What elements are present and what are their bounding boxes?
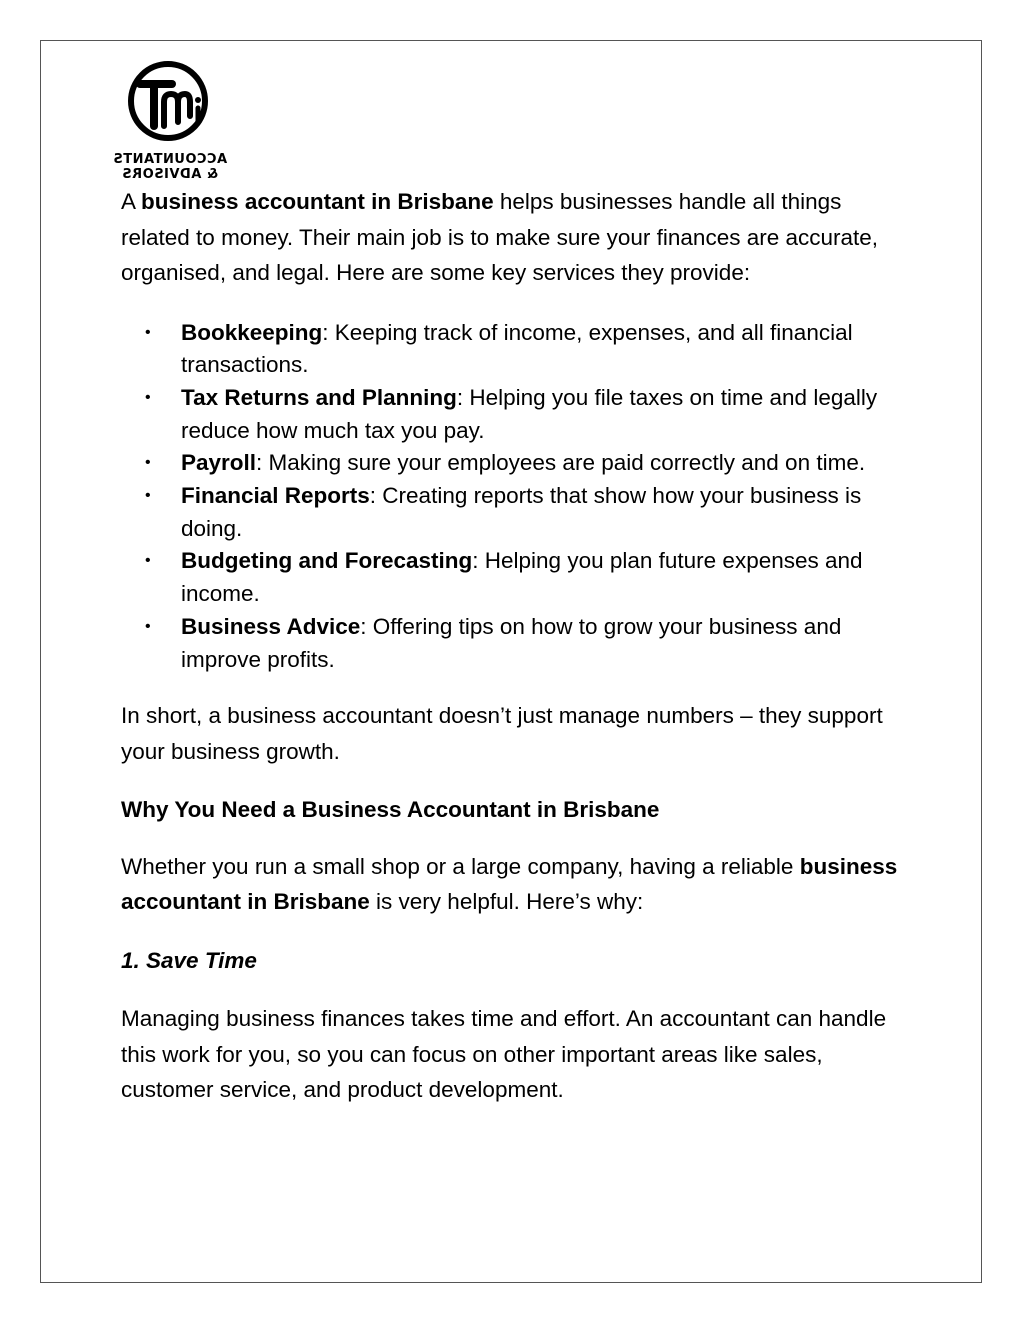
list-item <box>145 317 911 382</box>
why-bold-term: business accountant in Brisbane <box>121 853 898 915</box>
why-prefix: Whether you run a small shop or a large company, having a reliable <box>121 853 800 879</box>
intro-bold-term: business accountant in Brisbane <box>141 189 494 214</box>
service-term: Tax Returns and Planning <box>181 384 457 410</box>
document-body <box>121 184 911 1108</box>
service-desc: : Helping you plan future expenses and income. <box>181 548 863 607</box>
logo-emblem-icon <box>110 56 230 151</box>
logo-text <box>110 152 230 182</box>
logo-line-2: & ADVISORS <box>121 167 219 182</box>
service-term: Business Advice <box>181 613 361 639</box>
bullet-icon: • <box>145 388 151 406</box>
service-desc: : Making sure your employees are paid correctly and on time. <box>256 450 866 476</box>
service-desc: : Creating reports that show how your business is doing. <box>181 483 862 541</box>
service-desc: : Keeping track of income, expenses, and all financial transactions. <box>181 319 853 378</box>
bullet-icon: • <box>145 617 151 635</box>
list-item <box>145 382 911 447</box>
service-desc: : Helping you file taxes on time and legally reduce how much tax you pay. <box>181 384 878 443</box>
list-item <box>145 545 911 610</box>
bullet-icon: • <box>145 454 151 472</box>
save-time-paragraph: Managing business finances takes time and effort. An accountant can handle this work for you, so you can focus on other important areas like sales, customer service, and product development. <box>121 1006 887 1103</box>
list-item <box>145 480 911 545</box>
why-suffix: is very helpful. Here’s why: <box>369 889 644 915</box>
intro-prefix: A <box>121 189 142 214</box>
list-item <box>145 611 911 676</box>
sub-heading: 1. Save Time <box>121 947 257 973</box>
service-term: Payroll <box>181 450 257 476</box>
bullet-icon: • <box>145 487 151 505</box>
service-term: Financial Reports <box>181 483 370 509</box>
why-paragraph <box>121 849 911 920</box>
bullet-icon: • <box>145 323 151 341</box>
summary-paragraph: In short, a business accountant doesn’t just manage numbers – they support your business growth. <box>121 703 883 764</box>
list-item <box>145 447 911 480</box>
bullet-icon: • <box>145 552 151 570</box>
section-heading: Why You Need a Business Accountant in Brisbane <box>121 797 660 823</box>
intro-text: helps businesses handle all things related to money. Their main job is to make sure your finances are accurate, organised, and legal. Here are some key services they provide: <box>121 189 879 285</box>
services-list <box>121 317 911 677</box>
intro-paragraph <box>121 184 911 291</box>
company-logo <box>110 56 230 191</box>
service-term: Bookkeeping <box>181 319 323 345</box>
service-term: Budgeting and Forecasting <box>181 548 473 574</box>
logo-line-1: ACCOUNTANTS <box>112 152 228 167</box>
service-desc: : Offering tips on how to grow your business and improve profits. <box>181 613 842 672</box>
